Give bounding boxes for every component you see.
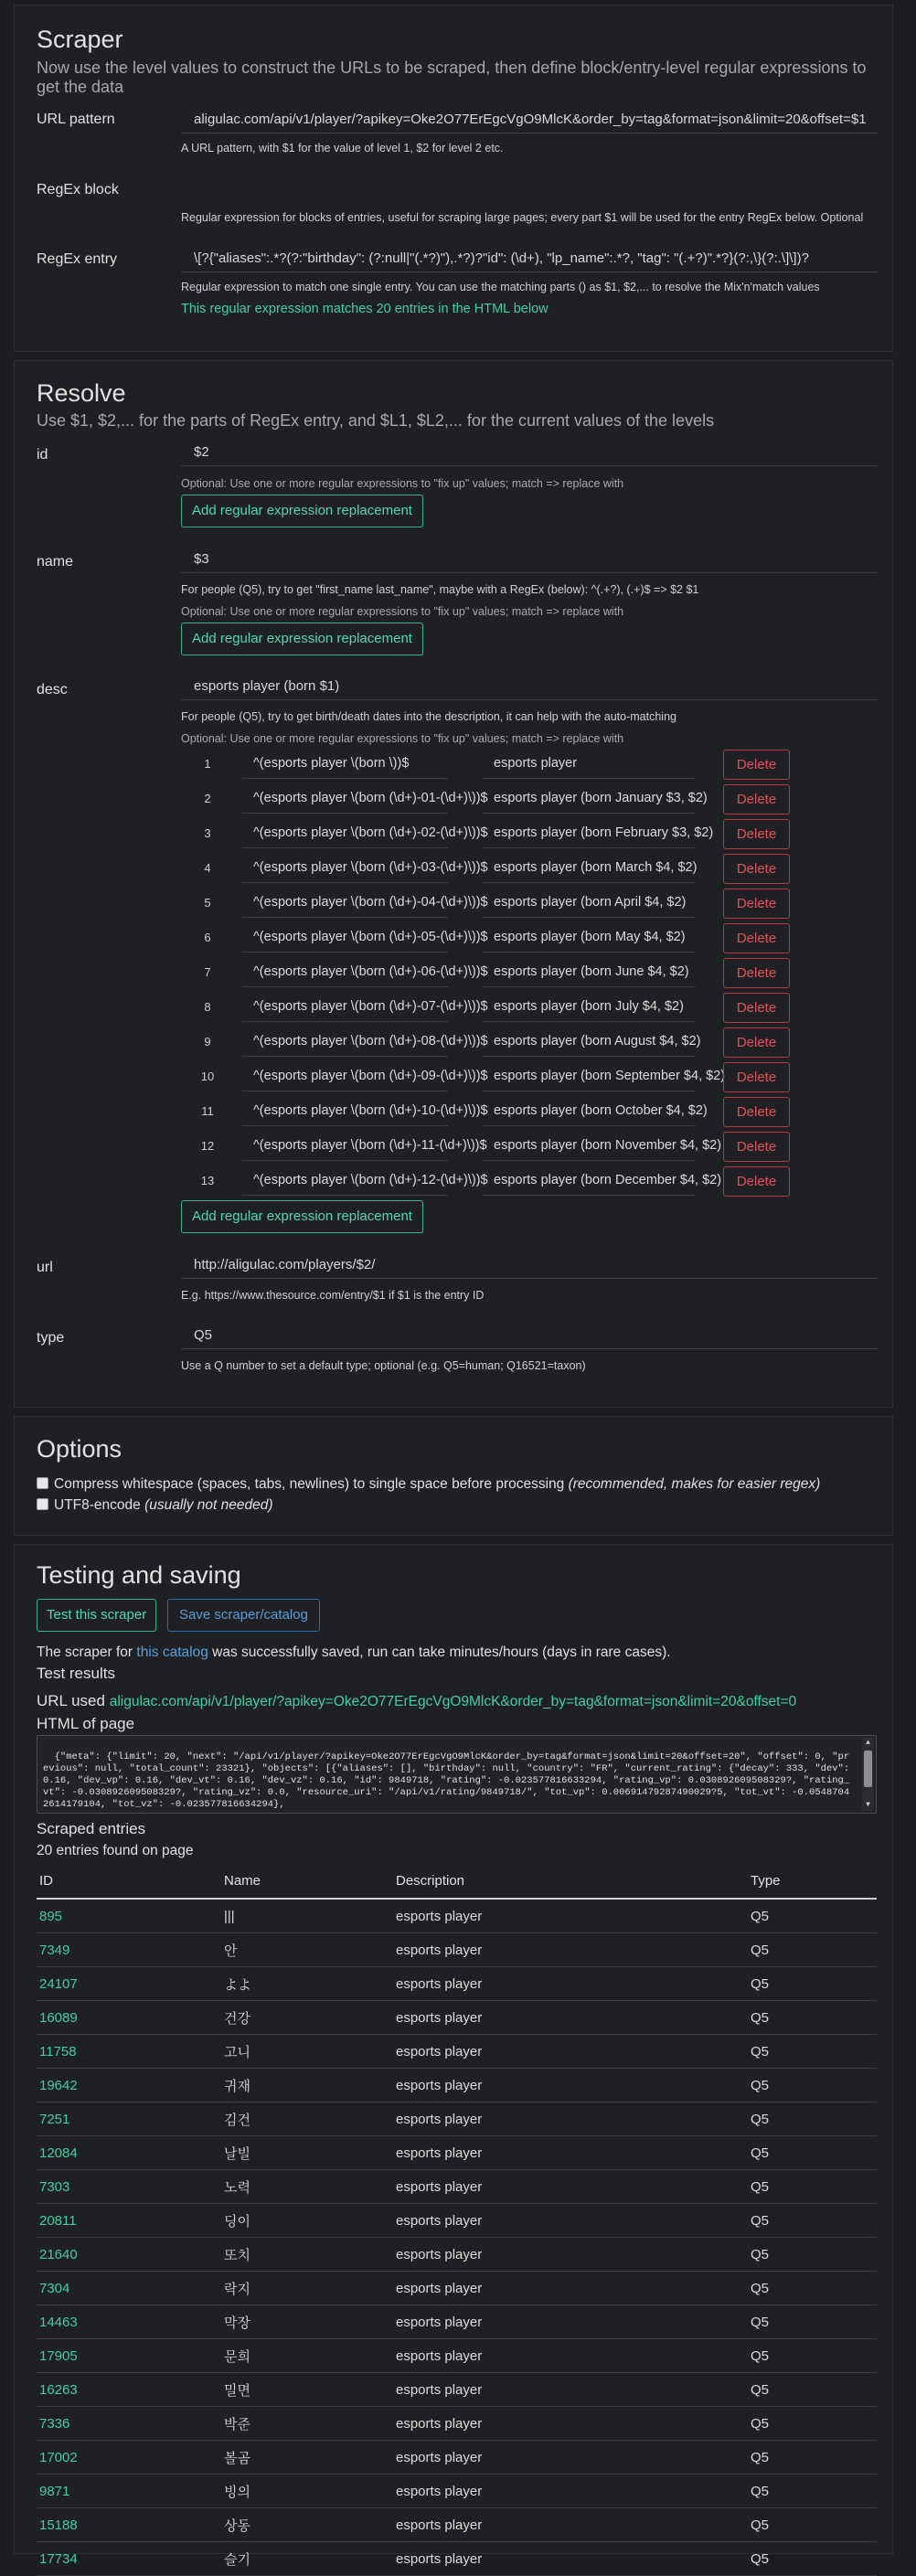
resolve-panel bbox=[14, 360, 893, 1408]
saved-message bbox=[37, 1645, 671, 1661]
resolve-subtitle: Use $1, $2,... for the parts of RegEx entry, and $L1, $L2,... for the current values of the levels bbox=[37, 411, 715, 430]
entry-id-link[interactable]: 7336 bbox=[37, 2407, 221, 2441]
entry-description: esports player bbox=[393, 2035, 748, 2069]
delete-regex-button[interactable]: Delete bbox=[723, 1027, 790, 1058]
col-id: ID bbox=[37, 1863, 221, 1899]
type-help: Use a Q number to set a default type; optional (e.g. Q5=human; Q16521=taxon) bbox=[181, 1359, 586, 1372]
entry-description: esports player bbox=[393, 2238, 748, 2272]
delete-regex-button[interactable]: Delete bbox=[723, 1097, 790, 1127]
table-row bbox=[37, 2136, 877, 2170]
entry-description: esports player bbox=[393, 2001, 748, 2035]
textarea-scrollbar[interactable] bbox=[862, 1738, 874, 1811]
entry-type: Q5 bbox=[748, 2441, 877, 2475]
entry-name: 빙의 bbox=[221, 2475, 393, 2508]
entry-name: 볼곰 bbox=[221, 2441, 393, 2475]
entry-description: esports player bbox=[393, 1899, 748, 1933]
html-content-text: {"meta": {"limit": 20, "next": "/api/v1/player/?apikey=Oke2O77ErEgcVgO9MlcK&order_by=tag&format=json&limit=20&offset=20", "offset": 0, "previous": null, "total_count": 23321}, "objects": [{"aliases": [], "birthday": null, "country": "FR", "current_rating": {"decay": 333, "dev": 0.16, "dev_vp": 0.16, "dev_vt": 0.16, "dev_vz": 0.16, "id": 9849718, "rating": -0.023577816633294, "rating_vp": 0.030892609508329?, "rating_vt": -0.030892609508329?, "rating_vz": 0.0, "resource_uri": "/api/v1/rating/9849718/", "tot_vp": 0.00691479287490029?5, "tot_vt": -0.05487042614179104, "tot_vz": -0.023577816634294}, bbox=[43, 1751, 856, 1810]
entry-id-link[interactable]: 12084 bbox=[37, 2136, 221, 2170]
desc-regex-replace-input[interactable]: esports player (born October $4, $2) bbox=[483, 1097, 696, 1126]
desc-regex-row-number: 12 bbox=[200, 1139, 215, 1153]
utf8-checkbox[interactable] bbox=[37, 1498, 48, 1510]
type-input[interactable]: Q5 bbox=[181, 1324, 878, 1349]
desc-regex-pattern-input[interactable]: ^(esports player \(born (\d+)-12-(\d+)\))$ bbox=[242, 1166, 448, 1196]
url-used-label: URL used bbox=[37, 1692, 105, 1709]
entry-name: 김건 bbox=[221, 2102, 393, 2136]
delete-regex-button[interactable]: Delete bbox=[723, 750, 790, 780]
desc-regex-pattern-input[interactable]: ^(esports player \(born (\d+)-01-(\d+)\))$ bbox=[242, 784, 448, 814]
entry-type: Q5 bbox=[748, 2339, 877, 2373]
url-pattern-help: A URL pattern, with $1 for the value of level 1, $2 for level 2 etc. bbox=[181, 142, 504, 154]
entry-id-link[interactable]: 7349 bbox=[37, 1933, 221, 1967]
entry-type: Q5 bbox=[748, 2035, 877, 2069]
testing-title: Testing and saving bbox=[37, 1561, 241, 1589]
name-help: For people (Q5), try to get "first_name last_name", maybe with a RegEx (below): ^(.+?), (.+)$ => $2 $1 bbox=[181, 583, 699, 596]
desc-regex-replace-input[interactable]: esports player (born January $3, $2) bbox=[483, 784, 696, 814]
entry-name: 안 bbox=[221, 1933, 393, 1967]
desc-regex-row-number: 11 bbox=[201, 1104, 214, 1118]
table-row bbox=[37, 2475, 877, 2508]
table-header-row bbox=[37, 1863, 877, 1899]
entry-type: Q5 bbox=[748, 2508, 877, 2542]
entry-id-link[interactable]: 7251 bbox=[37, 2102, 221, 2136]
desc-regex-pattern-input[interactable]: ^(esports player \(born (\d+)-10-(\d+)\))$ bbox=[242, 1097, 448, 1126]
regex-block-help: Regular expression for blocks of entries, useful for scraping large pages; every part $1 will be used for the entry RegEx below. Optional bbox=[181, 211, 864, 224]
entry-id-link[interactable]: 19642 bbox=[37, 2069, 221, 2102]
desc-regex-replace-input[interactable]: esports player (born September $4, $2) bbox=[483, 1062, 696, 1091]
entry-type: Q5 bbox=[748, 2305, 877, 2339]
table-row bbox=[37, 2035, 877, 2069]
desc-regex-replace-input[interactable]: esports player (born June $4, $2) bbox=[483, 958, 696, 987]
entry-description: esports player bbox=[393, 2508, 748, 2542]
desc-add-regex-button[interactable]: Add regular expression replacement bbox=[181, 1200, 423, 1233]
desc-regex-pattern-input[interactable]: ^(esports player \(born (\d+)-02-(\d+)\))$ bbox=[242, 819, 448, 848]
entry-id-link[interactable]: 14463 bbox=[37, 2305, 221, 2339]
delete-regex-button[interactable]: Delete bbox=[723, 819, 790, 849]
name-label: name bbox=[37, 554, 74, 569]
url-used-row bbox=[37, 1692, 796, 1710]
entry-id-link[interactable]: 11758 bbox=[37, 2035, 221, 2069]
scroll-up-icon[interactable]: ▲ bbox=[866, 1739, 870, 1747]
scraped-entries-table bbox=[37, 1863, 877, 2576]
table-row bbox=[37, 2441, 877, 2475]
entry-description: esports player bbox=[393, 2069, 748, 2102]
url-used-link[interactable]: aligulac.com/api/v1/player/?apikey=Oke2O77ErEgcVgO9MlcK&order_by=tag&format=json&limit=20&offset=0 bbox=[109, 1694, 797, 1709]
id-fixup-help: Optional: Use one or more regular expressions to "fix up" values; match => replace with bbox=[181, 477, 624, 490]
desc-regex-replace-input[interactable]: esports player (born March $4, $2) bbox=[483, 854, 696, 883]
regex-block-label: RegEx block bbox=[37, 182, 119, 197]
entry-id-link[interactable]: 17734 bbox=[37, 2542, 221, 2576]
desc-regex-pattern-input[interactable]: ^(esports player \(born (\d+)-11-(\d+)\))$ bbox=[242, 1132, 448, 1161]
resolve-title: Resolve bbox=[37, 379, 126, 407]
compress-checkbox[interactable] bbox=[37, 1477, 48, 1489]
url-help: E.g. https://www.thesource.com/entry/$1 if $1 is the entry ID bbox=[181, 1289, 485, 1302]
entry-type: Q5 bbox=[748, 1933, 877, 1967]
entry-name: 막장 bbox=[221, 2305, 393, 2339]
scraper-subtitle: Now use the level values to construct the URLs to be scraped, then define block/entry-level regular expressions to get the data bbox=[37, 59, 867, 96]
entry-description: esports player bbox=[393, 2373, 748, 2407]
entry-id-link[interactable]: 7304 bbox=[37, 2272, 221, 2305]
compress-note: (recommended, makes for easier regex) bbox=[568, 1476, 821, 1492]
scraped-entries-title: Scraped entries bbox=[37, 1820, 146, 1837]
entry-name: 박준 bbox=[221, 2407, 393, 2441]
entry-description: esports player bbox=[393, 2542, 748, 2576]
html-content-textarea[interactable] bbox=[37, 1735, 877, 1814]
desc-regex-row-number: 7 bbox=[204, 965, 211, 979]
entry-type: Q5 bbox=[748, 1967, 877, 2001]
entry-id-link[interactable]: 17002 bbox=[37, 2441, 221, 2475]
desc-input[interactable]: esports player (born $1) bbox=[181, 675, 878, 700]
entry-type: Q5 bbox=[748, 2238, 877, 2272]
entry-description: esports player bbox=[393, 2475, 748, 2508]
saved-pre: The scraper for bbox=[37, 1645, 133, 1660]
desc-regex-row-number: 13 bbox=[200, 1174, 215, 1187]
desc-regex-replace-input[interactable]: esports player bbox=[483, 750, 696, 779]
table-row bbox=[37, 2305, 877, 2339]
entry-id-link[interactable]: 9871 bbox=[37, 2475, 221, 2508]
desc-regex-row-number: 3 bbox=[204, 826, 211, 840]
desc-regex-pattern-input[interactable]: ^(esports player \(born (\d+)-06-(\d+)\))$ bbox=[242, 958, 448, 987]
entries-found-text: 20 entries found on page bbox=[37, 1843, 194, 1858]
entry-description: esports player bbox=[393, 2339, 748, 2373]
table-row bbox=[37, 2373, 877, 2407]
regex-entry-input[interactable]: \[?{"aliases":.*?(?:"birthday": (?:null|"(.*?)"),.*?)?"id": (\d+), "lp_name":.*?, "tag": "(.+?)".*?}(?:,\}(?:.\]\])? bbox=[181, 247, 878, 272]
table-row bbox=[37, 2407, 877, 2441]
url-pattern-input[interactable]: aligulac.com/api/v1/player/?apikey=Oke2O77ErEgcVgO9MlcK&order_by=tag&format=json&limit=20&offset=$1 bbox=[181, 108, 878, 133]
entry-type: Q5 bbox=[748, 2475, 877, 2508]
entry-name: 슬기 bbox=[221, 2542, 393, 2576]
id-label: id bbox=[37, 447, 48, 463]
desc-regex-replace-input[interactable]: esports player (born July $4, $2) bbox=[483, 993, 696, 1022]
entry-description: esports player bbox=[393, 1967, 748, 2001]
entry-description: esports player bbox=[393, 2204, 748, 2238]
entry-name: よよ bbox=[221, 1967, 393, 2001]
entry-name: 상동 bbox=[221, 2508, 393, 2542]
regex-match-note: This regular expression matches 20 entries in the HTML below bbox=[181, 302, 549, 316]
desc-regex-pattern-input[interactable]: ^(esports player \(born (\d+)-07-(\d+)\))$ bbox=[242, 993, 448, 1022]
entry-type: Q5 bbox=[748, 2542, 877, 2576]
entry-description: esports player bbox=[393, 1933, 748, 1967]
delete-regex-button[interactable]: Delete bbox=[723, 1166, 790, 1197]
desc-regex-row-number: 10 bbox=[200, 1070, 215, 1083]
entry-name: 고니 bbox=[221, 2035, 393, 2069]
table-row bbox=[37, 2170, 877, 2204]
regex-entry-label: RegEx entry bbox=[37, 251, 118, 267]
delete-regex-button[interactable]: Delete bbox=[723, 1062, 790, 1092]
entry-name: 밀면 bbox=[221, 2373, 393, 2407]
scroll-thumb[interactable] bbox=[864, 1751, 872, 1787]
options-title: Options bbox=[37, 1435, 122, 1463]
desc-regex-pattern-input[interactable]: ^(esports player \(born (\d+)-08-(\d+)\))$ bbox=[242, 1027, 448, 1057]
entry-type: Q5 bbox=[748, 2069, 877, 2102]
desc-regex-pattern-input[interactable]: ^(esports player \(born (\d+)-04-(\d+)\))$ bbox=[242, 889, 448, 918]
html-of-page-label: HTML of page bbox=[37, 1715, 135, 1732]
entry-description: esports player bbox=[393, 2136, 748, 2170]
desc-regex-replace-input[interactable]: esports player (born May $4, $2) bbox=[483, 923, 696, 953]
entry-id-link[interactable]: 20811 bbox=[37, 2204, 221, 2238]
entry-name: 문희 bbox=[221, 2339, 393, 2373]
desc-regex-replace-input[interactable]: esports player (born April $4, $2) bbox=[483, 889, 696, 918]
entry-description: esports player bbox=[393, 2441, 748, 2475]
desc-regex-row-number: 6 bbox=[204, 931, 211, 944]
desc-regex-replace-input[interactable]: esports player (born August $4, $2) bbox=[483, 1027, 696, 1057]
entry-description: esports player bbox=[393, 2272, 748, 2305]
entry-name: 또치 bbox=[221, 2238, 393, 2272]
entry-id-link[interactable]: 17905 bbox=[37, 2339, 221, 2373]
entry-name: 락지 bbox=[221, 2272, 393, 2305]
entry-name: 딩이 bbox=[221, 2204, 393, 2238]
col-name: Name bbox=[221, 1863, 393, 1899]
desc-regex-pattern-input[interactable]: ^(esports player \(born \))$ bbox=[242, 750, 448, 779]
utf8-option[interactable] bbox=[37, 1497, 273, 1514]
entry-id-link[interactable]: 15188 bbox=[37, 2508, 221, 2542]
entry-name: 날빌 bbox=[221, 2136, 393, 2170]
table-row bbox=[37, 1899, 877, 1933]
desc-regex-row-number: 1 bbox=[204, 757, 211, 771]
desc-regex-replace-input[interactable]: esports player (born December $4, $2) bbox=[483, 1166, 696, 1196]
regex-block-input[interactable] bbox=[181, 177, 878, 203]
catalog-link[interactable]: this catalog bbox=[136, 1645, 208, 1660]
desc-fixup-help: Optional: Use one or more regular expressions to "fix up" values; match => replace with bbox=[181, 732, 624, 745]
desc-regex-pattern-input[interactable]: ^(esports player \(born (\d+)-09-(\d+)\))$ bbox=[242, 1062, 448, 1091]
entry-id-link[interactable]: 24107 bbox=[37, 1967, 221, 2001]
table-row bbox=[37, 1967, 877, 2001]
table-row bbox=[37, 1933, 877, 1967]
table-row bbox=[37, 2069, 877, 2102]
saved-post: was successfully saved, run can take minutes/hours (days in rare cases). bbox=[212, 1645, 671, 1660]
table-row bbox=[37, 2102, 877, 2136]
desc-regex-row-number: 2 bbox=[204, 792, 211, 805]
scraper-title: Scraper bbox=[37, 26, 123, 53]
table-row bbox=[37, 2508, 877, 2542]
desc-regex-replace-input[interactable]: esports player (born November $4, $2) bbox=[483, 1132, 696, 1161]
utf8-note: (usually not needed) bbox=[144, 1497, 273, 1513]
delete-regex-button[interactable]: Delete bbox=[723, 854, 790, 884]
desc-regex-row-number: 8 bbox=[204, 1000, 211, 1014]
id-input[interactable]: $2 bbox=[181, 441, 878, 466]
table-row bbox=[37, 2001, 877, 2035]
desc-help: For people (Q5), try to get birth/death dates into the description, it can help with the auto-matching bbox=[181, 710, 676, 723]
desc-regex-row-number: 9 bbox=[204, 1035, 211, 1048]
entry-type: Q5 bbox=[748, 2001, 877, 2035]
type-label: type bbox=[37, 1330, 65, 1346]
desc-label: desc bbox=[37, 682, 68, 697]
entry-name: ||| bbox=[221, 1899, 393, 1933]
entry-id-link[interactable]: 7303 bbox=[37, 2170, 221, 2204]
utf8-text: UTF8-encode bbox=[54, 1497, 141, 1513]
url-input[interactable]: http://aligulac.com/players/$2/ bbox=[181, 1253, 878, 1279]
url-label: url bbox=[37, 1260, 53, 1275]
entry-description: esports player bbox=[393, 2102, 748, 2136]
col-type: Type bbox=[748, 1863, 877, 1899]
name-fixup-help: Optional: Use one or more regular expressions to "fix up" values; match => replace with bbox=[181, 605, 624, 618]
save-scraper-button[interactable]: Save scraper/catalog bbox=[167, 1599, 320, 1632]
scroll-down-icon[interactable]: ▼ bbox=[866, 1801, 870, 1809]
entry-type: Q5 bbox=[748, 2102, 877, 2136]
entry-description: esports player bbox=[393, 2305, 748, 2339]
desc-regex-pattern-input[interactable]: ^(esports player \(born (\d+)-05-(\d+)\))$ bbox=[242, 923, 448, 953]
table-row bbox=[37, 2542, 877, 2576]
delete-regex-button[interactable]: Delete bbox=[723, 784, 790, 814]
entry-id-link[interactable]: 16089 bbox=[37, 2001, 221, 2035]
desc-regex-row-number: 4 bbox=[204, 861, 211, 875]
entry-type: Q5 bbox=[748, 2170, 877, 2204]
compress-option[interactable] bbox=[37, 1476, 820, 1493]
desc-regex-row-number: 5 bbox=[204, 896, 211, 910]
entry-id-link[interactable]: 21640 bbox=[37, 2238, 221, 2272]
delete-regex-button[interactable]: Delete bbox=[723, 923, 790, 953]
delete-regex-button[interactable]: Delete bbox=[723, 993, 790, 1023]
entry-type: Q5 bbox=[748, 2272, 877, 2305]
table-row bbox=[37, 2238, 877, 2272]
entry-name: 귀재 bbox=[221, 2069, 393, 2102]
entry-name: 건강 bbox=[221, 2001, 393, 2035]
entry-name: 노력 bbox=[221, 2170, 393, 2204]
entry-id-link[interactable]: 895 bbox=[37, 1899, 221, 1933]
entry-description: esports player bbox=[393, 2170, 748, 2204]
delete-regex-button[interactable]: Delete bbox=[723, 958, 790, 988]
entry-id-link[interactable]: 16263 bbox=[37, 2373, 221, 2407]
desc-regex-replace-input[interactable]: esports player (born February $3, $2) bbox=[483, 819, 696, 848]
entry-type: Q5 bbox=[748, 2204, 877, 2238]
compress-text: Compress whitespace (spaces, tabs, newlines) to single space before processing bbox=[54, 1476, 565, 1492]
entry-type: Q5 bbox=[748, 2373, 877, 2407]
delete-regex-button[interactable]: Delete bbox=[723, 889, 790, 919]
regex-entry-help: Regular expression to match one single entry. You can use the matching parts () as $1, $2,... to resolve the Mix'n'match values bbox=[181, 281, 820, 293]
test-scraper-button[interactable]: Test this scraper bbox=[37, 1599, 156, 1632]
desc-regex-pattern-input[interactable]: ^(esports player \(born (\d+)-03-(\d+)\))$ bbox=[242, 854, 448, 883]
col-description: Description bbox=[393, 1863, 748, 1899]
entry-type: Q5 bbox=[748, 2136, 877, 2170]
table-row bbox=[37, 2339, 877, 2373]
name-add-regex-button[interactable]: Add regular expression replacement bbox=[181, 623, 423, 655]
test-results-title: Test results bbox=[37, 1665, 115, 1682]
entry-type: Q5 bbox=[748, 2407, 877, 2441]
delete-regex-button[interactable]: Delete bbox=[723, 1132, 790, 1162]
name-input[interactable]: $3 bbox=[181, 548, 878, 573]
entry-type: Q5 bbox=[748, 1899, 877, 1933]
table-row bbox=[37, 2204, 877, 2238]
url-pattern-label: URL pattern bbox=[37, 112, 115, 127]
entry-description: esports player bbox=[393, 2407, 748, 2441]
table-row bbox=[37, 2272, 877, 2305]
id-add-regex-button[interactable]: Add regular expression replacement bbox=[181, 495, 423, 527]
